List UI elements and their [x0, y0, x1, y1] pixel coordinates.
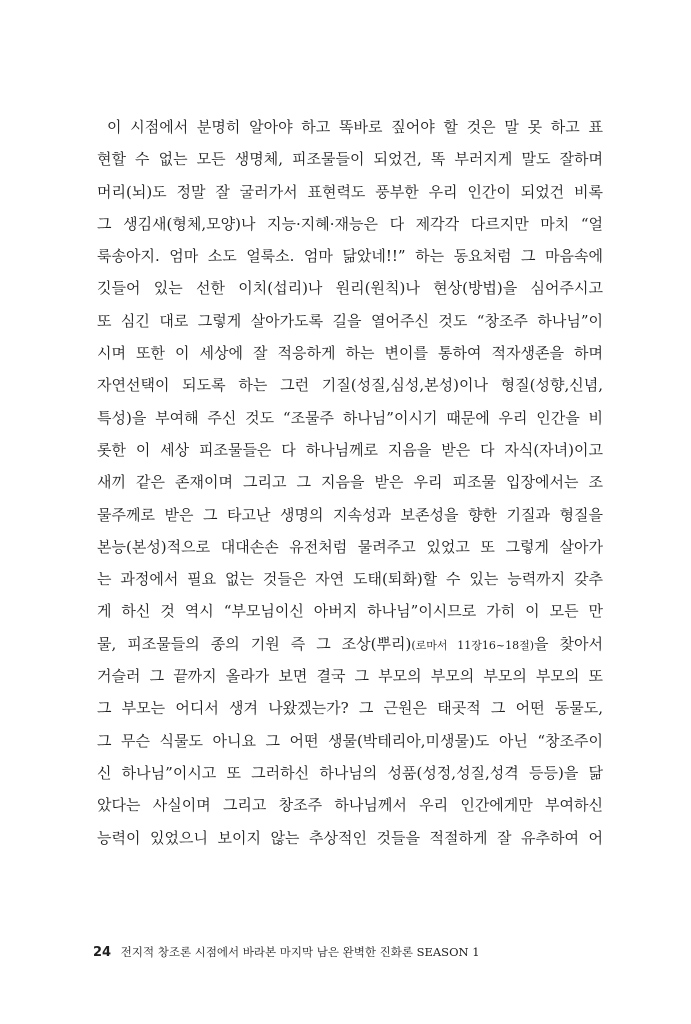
text-line: 롯한 이 세상 피조물들은 다 하나님께로 지음을 받은 다 자식(자녀)이고: [97, 440, 603, 459]
text-line: 았다는 사실이며 그리고 창조주 하나님께서 우리 인간에게만 부여하신: [97, 796, 603, 815]
running-title: 전지적 창조론 시점에서 바라본 마지막 남은 완벽한 진화론 SEASON 1: [120, 945, 480, 959]
text-line: 또 심긴 대로 그렇게 살아가도록 길을 열어주신 것도 “창조주 하나님”이: [97, 311, 603, 330]
text-line: 시며 또한 이 세상에 잘 적응하게 하는 변이를 통하여 적자생존을 하며: [97, 344, 603, 363]
text-line: 신 하나님”이시고 또 그러하신 하나님의 성품(성정,성질,성격 등등)을 닮: [97, 763, 603, 782]
body-text: [97, 111, 603, 854]
text-line: 이 시점에서 분명히 알아야 하고 똑바로 짚어야 할 것은 말 못 하고 표: [107, 118, 603, 136]
text-segment: 물, 피조물들의 종의 기원 즉 그 조상(뿌리): [97, 634, 412, 653]
page-number: 24: [93, 945, 112, 960]
text-line: 는 과정에서 필요 없는 것들은 자연 도태(퇴화)할 수 있는 능력까지 갖추: [97, 570, 603, 589]
bible-citation: (로마서 11장16~18절): [411, 638, 535, 652]
text-line: 깃들어 있는 선한 이치(섭리)나 원리(원칙)나 현상(방법)을 심어주시고: [97, 279, 603, 298]
text-line: 자연선택이 되도록 하는 그런 기질(성질,심성,본성)이나 형질(성향,신념,: [97, 376, 603, 395]
text-line: 룩송아지. 엄마 소도 얼룩소. 엄마 닮았네!!” 하는 동요처럼 그 마음속에: [97, 247, 603, 266]
text-line: 물주께로 받은 그 타고난 생명의 지속성과 보존성을 향한 기질과 형질을: [97, 505, 603, 524]
page-footer: [93, 944, 480, 960]
text-line: 새끼 같은 존재이며 그리고 그 지음을 받은 우리 피조물 입장에서는 조: [97, 473, 603, 492]
text-line: 거슬러 그 끝까지 올라가 보면 결국 그 부모의 부모의 부모의 부모의 또: [97, 667, 603, 686]
text-line-with-citation: [97, 628, 603, 660]
text-line: 그 부모는 어디서 생겨 나왔겠는가? 그 근원은 태곳적 그 어떤 동물도,: [97, 699, 603, 718]
text-line: 머리(뇌)도 정말 잘 굴러가서 표현력도 풍부한 우리 인간이 되었건 비록: [97, 182, 603, 201]
text-line: 능력이 있었으니 보이지 않는 추상적인 것들을 적절하게 잘 유추하여 어: [97, 828, 603, 847]
text-line: 게 하신 것 역시 “부모님이신 아버지 하나님”이시므로 가히 이 모든 만: [97, 602, 603, 621]
text-line: 그 생김새(형체,모양)나 지능·지혜·재능은 다 제각각 다르지만 마치 “얼: [97, 214, 603, 233]
text-line: 본능(본성)적으로 대대손손 유전처럼 물려주고 있었고 또 그렇게 살아가: [97, 537, 603, 556]
text-line: 특성)을 부여해 주신 것도 “조물주 하나님”이시기 때문에 우리 인간을 비: [97, 408, 603, 427]
text-segment: 을 찾아서: [534, 634, 603, 653]
text-line: 그 무슨 식물도 아니요 그 어떤 생물(박테리아,미생물)도 아닌 “창조주이: [97, 731, 603, 750]
text-line: 현할 수 없는 모든 생명체, 피조물들이 되었건, 똑 부러지게 말도 잘하며: [97, 150, 603, 169]
